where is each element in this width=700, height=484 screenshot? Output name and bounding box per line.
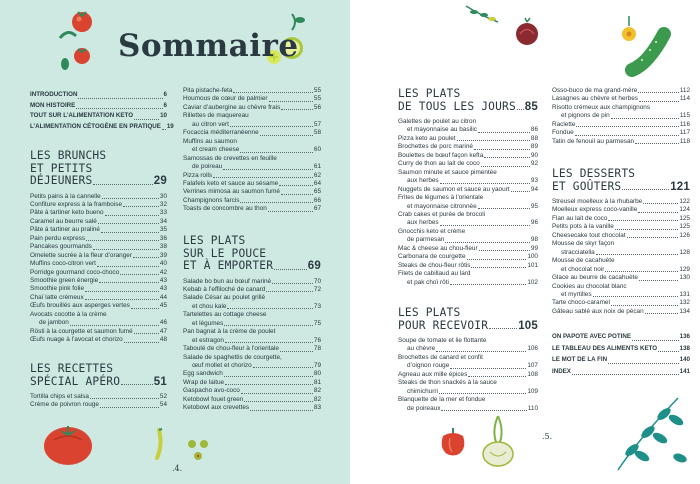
toc-entry-line1[interactable]: Brochettes de canard et confit	[398, 353, 483, 361]
toc-entry[interactable]: Caramel au beurre salé 34	[30, 217, 167, 225]
toc-entry[interactable]: TOUT SUR L’ALIMENTATION KETO 10	[30, 112, 167, 119]
toc-entry[interactable]: Porridge gourmand coco-choco 42	[30, 268, 167, 276]
toc-entry[interactable]: Lasagnes au chèvre et herbes 114	[552, 95, 690, 103]
toc-entry[interactable]: Pâte à tartiner keto bueno 33	[30, 209, 167, 217]
extras-list	[552, 331, 690, 377]
toc-entry[interactable]: L’ALIMENTATION CÉTOGÈNE EN PRATIQUE 19	[30, 122, 174, 130]
toc-entry[interactable]: Brochettes de porc mariné 89	[398, 143, 538, 151]
recipe-list	[398, 337, 538, 413]
section-recevoir	[398, 307, 538, 413]
section-pouce	[183, 235, 321, 413]
toc-entry-line1[interactable]: Frites de légumes à l’orientale	[398, 194, 484, 202]
toc-entry[interactable]: Focaccia méditerranéenne 58	[183, 129, 321, 137]
toc-entry[interactable]: Smoothie green énergie 43	[30, 277, 167, 285]
toc-entry[interactable]: d’oignon rouge 107	[407, 362, 538, 370]
toc-entry[interactable]: Petits pains à la cannelle 30	[30, 192, 167, 200]
toc-entry[interactable]: de poireau 61	[192, 163, 321, 171]
toc-entry[interactable]: Caviar d’aubergine au chèvre frais 56	[183, 103, 321, 111]
toc-entry[interactable]: Champignons farcis 66	[183, 196, 321, 204]
recipe-list	[552, 198, 690, 316]
branch-icon	[608, 388, 692, 476]
toc-entry[interactable]: Pancakes gourmands 38	[30, 243, 167, 251]
toc-entry[interactable]: Pizza rolls 62	[183, 171, 321, 179]
toc-entry[interactable]: Curry de thon au lait de coco 92	[398, 160, 538, 168]
toc-entry[interactable]: Egg sandwich 80	[183, 370, 321, 378]
toc-entry[interactable]: Œufs brouillés aux asperges vertes 45	[30, 302, 167, 310]
toc-entry[interactable]: Agneau aux mille épices 108	[398, 370, 538, 378]
section-jours	[398, 88, 538, 287]
toc-entry[interactable]: Gaspacho avo-coco 82	[183, 387, 321, 395]
toc-entry[interactable]: Steaks de chou-fleur rôtis 101	[398, 261, 538, 269]
toc-entry-line1[interactable]: Gnocchis keto et crème	[398, 227, 466, 235]
toc-entry-line1[interactable]: Rillettes de maquereau	[183, 112, 249, 120]
toc-entry[interactable]: LE TABLEAU DES ALIMENTS KETO 138	[552, 344, 690, 352]
intro-list	[30, 90, 174, 132]
toc-entry[interactable]: Boulettes de bœuf façon kefta 90	[398, 151, 538, 159]
section-title: LES PLATS POUR RECEVOIR 105	[398, 306, 538, 332]
toc-entry[interactable]: Ketobowl aux crevettes 83	[183, 404, 321, 412]
page-number: .4.	[172, 464, 183, 473]
toc-entry-line1[interactable]: Mousse de skyr façon	[552, 240, 615, 248]
toc-entry[interactable]: œuf mollet et chorizo 79	[192, 362, 321, 370]
toc-entry-line1[interactable]: Blanquette de la mer et fondue	[398, 396, 486, 404]
toc-entry-line1[interactable]: Crab cakes et purée de brocoli	[398, 210, 486, 218]
section-apero	[30, 363, 167, 410]
toc-entry-line1[interactable]: Soupe de tomate et lie flottante	[398, 337, 487, 344]
section-desserts	[552, 168, 690, 316]
tomato-big-icon	[40, 418, 96, 468]
toc-entry[interactable]: Carbonara de courgette 100	[398, 253, 538, 261]
chili-icon	[152, 428, 166, 460]
toc-entry[interactable]: Cheesecake tout chocolat 126	[552, 231, 690, 239]
toc-entry[interactable]: et légumes 75	[192, 319, 321, 327]
toc-entry[interactable]: MON HISTOIRE 6	[30, 101, 167, 109]
toc-entry[interactable]: et mayonnaise au basilic 86	[407, 126, 538, 134]
section-brunchs	[30, 150, 167, 345]
apero-continued	[183, 87, 321, 214]
toc-entry[interactable]: Fondue 117	[552, 129, 690, 137]
right-page	[350, 0, 700, 484]
toc-entry[interactable]: Rösti à la courgette et saumon fumé 47	[30, 327, 167, 335]
toc-entry[interactable]: stracciatella 128	[561, 248, 690, 256]
toc-entry[interactable]: Nuggets de saumon et sauce au yaourt 94	[398, 185, 538, 193]
section-title: LES DESSERTS ET GOÛTERS 121	[552, 167, 690, 193]
toc-entry[interactable]: et pak choï rôti 102	[407, 278, 538, 286]
toc-entry[interactable]: Osso-buco de ma grand-mère 112	[552, 87, 690, 94]
toc-entry-line1[interactable]: Saumon minute et sauce pimentée	[398, 168, 497, 176]
toc-entry[interactable]: Omelette sucrée à la fleur d’oranger 39	[30, 251, 167, 259]
toc-entry-line1[interactable]: Steaks de thon snackés à la sauce	[398, 379, 497, 387]
toc-entry-line1[interactable]: Muffins au saumon	[183, 137, 237, 145]
toc-entry[interactable]: au citron vert 57	[192, 120, 321, 128]
toc-entry[interactable]: Raclette 116	[552, 120, 690, 128]
olives-icon	[184, 436, 212, 466]
toc-entry[interactable]: Pain perdu express 36	[30, 234, 167, 242]
toc-entry-line1[interactable]: Risotto crémeux aux champignons	[552, 103, 651, 111]
recipe-list	[183, 278, 321, 413]
section-title: LES BRUNCHS ET PETITS DÉJEUNERS 29	[30, 149, 167, 187]
bell-pepper-icon	[438, 424, 468, 458]
toc-entry[interactable]: Salade bo bun au bœuf mariné 70	[183, 277, 321, 285]
toc-entry[interactable]: Moelleux express coco-vanille 124	[552, 206, 690, 214]
toc-entry[interactable]: et chocolat noir 129	[561, 265, 690, 273]
toc-entry-line1[interactable]: Avocats cocotte à la crème	[30, 310, 107, 318]
toc-entry[interactable]: Wrap de laitue 81	[183, 378, 321, 386]
toc-entry[interactable]: de poireaux 110	[407, 404, 538, 412]
page-number: .5.	[542, 432, 553, 441]
section-title: LES RECETTES SPÉCIAL APÉRO 51	[30, 362, 167, 388]
toc-entry[interactable]: et chou kale 73	[192, 302, 321, 310]
toc-entry[interactable]: aux herbes 96	[407, 219, 538, 227]
recipe-list	[398, 118, 538, 287]
toc-entry[interactable]: ON PAPOTE AVEC POTINE 136	[552, 333, 690, 340]
recevoir-continued	[552, 87, 690, 146]
toc-entry-line1[interactable]: Galettes de poulet au citron	[398, 118, 477, 125]
toc-entry[interactable]: Toasts de concombre au thon 67	[183, 205, 321, 213]
toc-entry[interactable]: de parmesan 98	[407, 236, 538, 244]
toc-entry[interactable]: et estragon 76	[192, 336, 321, 344]
toc-entry[interactable]: Tatin de fenouil au parmesan 118	[552, 137, 690, 145]
toc-entry[interactable]: Kebab à l’effiloché de canard 72	[183, 285, 321, 293]
toc-entry[interactable]: Glace au beurre de cacahuète 130	[552, 274, 690, 282]
toc-entry[interactable]: chimichurri 109	[407, 387, 538, 395]
toc-entry[interactable]: Chaï latte crémeux 44	[30, 293, 167, 301]
toc-entry-line1[interactable]: Cookies au chocolat blanc	[552, 282, 627, 290]
toc-entry[interactable]: aux herbes 93	[407, 177, 538, 185]
recipe-list	[30, 393, 167, 410]
toc-entry[interactable]: Pita pistache-feta 55	[183, 87, 321, 94]
toc-entry[interactable]: et mayonnaise citronnée 95	[407, 202, 538, 210]
toc-entry[interactable]: Smoothie pink folie 43	[30, 285, 167, 293]
toc-entry-line1[interactable]: Mousse de cacahuète	[552, 257, 615, 265]
toc-entry[interactable]: de jambon 46	[39, 319, 167, 327]
toc-entry[interactable]: Pizza keto au poulet 88	[398, 134, 538, 142]
onion-icon	[510, 16, 544, 48]
toc-entry[interactable]: Taboulé de chou-fleur à l’orientale 78	[183, 345, 321, 353]
toc-entry[interactable]: Gâteau sablé aux noix de pécan 134	[552, 307, 690, 315]
toc-entry-line1[interactable]: Samossas de crevettes en feuille	[183, 154, 277, 162]
section-title: LES PLATS DE TOUS LES JOURS 85	[398, 87, 538, 113]
toc-entry[interactable]: Tortilla chips et salsa 52	[30, 393, 167, 400]
toc-entry[interactable]: Crème de poivron rouge 54	[30, 401, 167, 409]
toc-entry[interactable]: et myrtilles 131	[561, 290, 690, 298]
page-title: Sommaire	[118, 28, 299, 64]
toc-entry[interactable]: Mac & cheese au chou-fleur 99	[398, 244, 538, 252]
toc-entry[interactable]: Flan au lait de coco 125	[552, 214, 690, 222]
toc-entry[interactable]: Muffins coco-citron vert 40	[30, 260, 167, 268]
cucumber-icon	[622, 22, 672, 78]
toc-entry[interactable]: INDEX 141	[552, 367, 690, 375]
toc-entry[interactable]: Ketobowl fouet green 82	[183, 395, 321, 403]
toc-entry[interactable]: et cream cheese 60	[192, 146, 321, 154]
toc-entry[interactable]: INTRODUCTION 6	[30, 91, 167, 98]
toc-entry-line1[interactable]: Salade César au poulet grillé	[183, 294, 266, 302]
toc-entry[interactable]: Falafels keto et sauce au sésame 64	[183, 179, 321, 187]
section-title: LES PLATS SUR LE POUCE ET À EMPORTER 69	[183, 234, 321, 272]
toc-entry[interactable]: et pignons de pin 115	[561, 112, 690, 120]
toc-entry[interactable]: Confiture express à la framboise 32	[30, 200, 167, 208]
tomato-icon	[52, 8, 102, 70]
fennel-icon	[476, 412, 520, 470]
toc-entry[interactable]: LE MOT DE LA FIN 140	[552, 356, 690, 363]
toc-entry[interactable]: Œufs nuage à l’avocat et chorizo 48	[30, 336, 167, 344]
toc-entry[interactable]: Pâte à tartiner au praliné 35	[30, 226, 167, 234]
toc-entry-line1[interactable]: Salade de spaghettis de courgette,	[183, 353, 282, 361]
toc-entry-line1[interactable]: Tartelettes au cottage cheese	[183, 311, 267, 319]
toc-entry-line1[interactable]: Filets de cabillaud au lard	[398, 270, 471, 278]
toc-entry-line1[interactable]: Pan bagnat à la crème de poulet	[183, 328, 276, 336]
toc-entry[interactable]: Verrines mimosa au saumon fumé 65	[183, 188, 321, 196]
toc-entry[interactable]: au chèvre 106	[407, 345, 538, 353]
toc-entry[interactable]: Tarte choco-caramel 132	[552, 299, 690, 307]
herb-sprig-icon	[462, 2, 502, 28]
recipe-list	[30, 193, 167, 345]
toc-entry[interactable]: Streusel moelleux à la rhubarbe 122	[552, 198, 690, 205]
toc-entry[interactable]: Houmous de cœur de palmier 55	[183, 95, 321, 103]
toc-entry[interactable]: Petits pots à la vanille 125	[552, 223, 690, 231]
